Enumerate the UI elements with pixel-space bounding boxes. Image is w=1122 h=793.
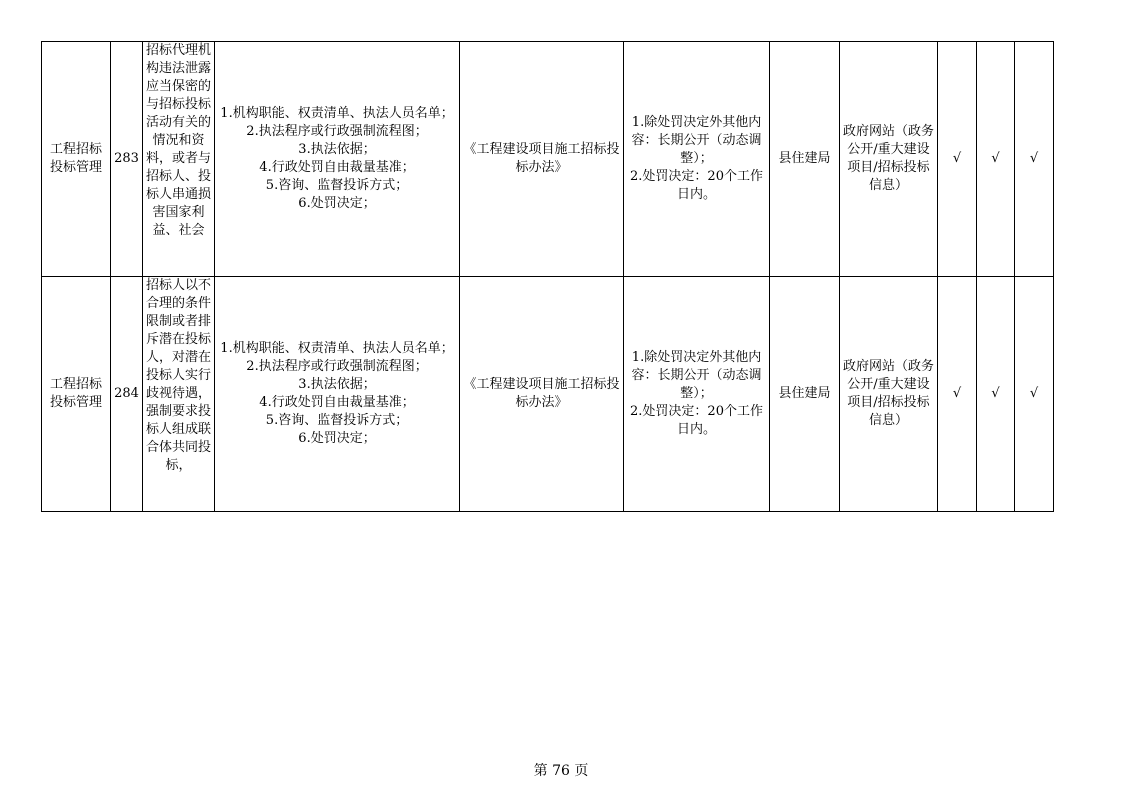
content-line: 1.机构职能、权责清单、执法人员名单；: [220, 341, 454, 356]
time-limit-line: 1.除处罚决定外其他内容：长期公开（动态调整）；: [631, 115, 762, 166]
check-mark: √: [938, 42, 977, 277]
category-cell: 工程招标投标管理: [42, 277, 111, 512]
matter-text: 招标代理机构违法泄露应当保密的与招标投标活动有关的情况和资料，或者与招标人、投标人串通损害国家利益、社会: [145, 43, 211, 238]
content-line: 1.机构职能、权责清单、执法人员名单；: [220, 106, 454, 121]
check-mark: √: [977, 277, 1015, 512]
check-mark: √: [977, 42, 1015, 277]
time-limit-cell: [624, 42, 770, 277]
disclosure-table: [41, 41, 1054, 512]
basis-cell: 《工程建设项目施工招标投标办法》: [460, 42, 624, 277]
content-line: 5.咨询、监督投诉方式；: [265, 178, 409, 193]
table-row: [42, 42, 1054, 277]
content-line: 4.行政处罚自由裁量基准；: [259, 160, 415, 175]
content-line: 3.执法依据；: [298, 377, 376, 392]
channel-cell: 政府网站（政务公开/重大建设项目/招标投标信息）: [840, 42, 938, 277]
time-limit-line: 1.除处罚决定外其他内容：长期公开（动态调整）；: [631, 350, 762, 401]
content-line: 3.执法依据；: [298, 142, 376, 157]
page-number: 第 76 页: [533, 763, 589, 779]
content-line: 5.咨询、监督投诉方式；: [265, 413, 409, 428]
time-limit-line: 2.处罚决定：20个工作日内。: [630, 169, 763, 202]
content-cell: [215, 42, 460, 277]
table-row: [42, 277, 1054, 512]
content-line: 2.执法程序或行政强制流程图；: [246, 124, 428, 139]
subject-cell: 县住建局: [770, 42, 840, 277]
time-limit-cell: [624, 277, 770, 512]
check-mark: √: [1015, 42, 1054, 277]
subject-cell: 县住建局: [770, 277, 840, 512]
category-cell: 工程招标投标管理: [42, 42, 111, 277]
check-mark: √: [938, 277, 977, 512]
check-mark: √: [1015, 277, 1054, 512]
number-cell: 284: [111, 277, 143, 512]
number-cell: 283: [111, 42, 143, 277]
channel-cell: 政府网站（政务公开/重大建设项目/招标投标信息）: [840, 277, 938, 512]
content-line: 6.处罚决定；: [298, 431, 376, 446]
matter-cell: [143, 277, 215, 512]
content-line: 4.行政处罚自由裁量基准；: [259, 395, 415, 410]
matter-text: 招标人以不合理的条件限制或者排斥潜在投标人，对潜在投标人实行歧视待遇，强制要求投标人组成联合体共同投标，: [145, 278, 211, 473]
content-line: 2.执法程序或行政强制流程图；: [246, 359, 428, 374]
time-limit-line: 2.处罚决定：20个工作日内。: [630, 404, 763, 437]
basis-cell: 《工程建设项目施工招标投标办法》: [460, 277, 624, 512]
content-cell: [215, 277, 460, 512]
content-line: 6.处罚决定；: [298, 196, 376, 211]
matter-cell: [143, 42, 215, 277]
